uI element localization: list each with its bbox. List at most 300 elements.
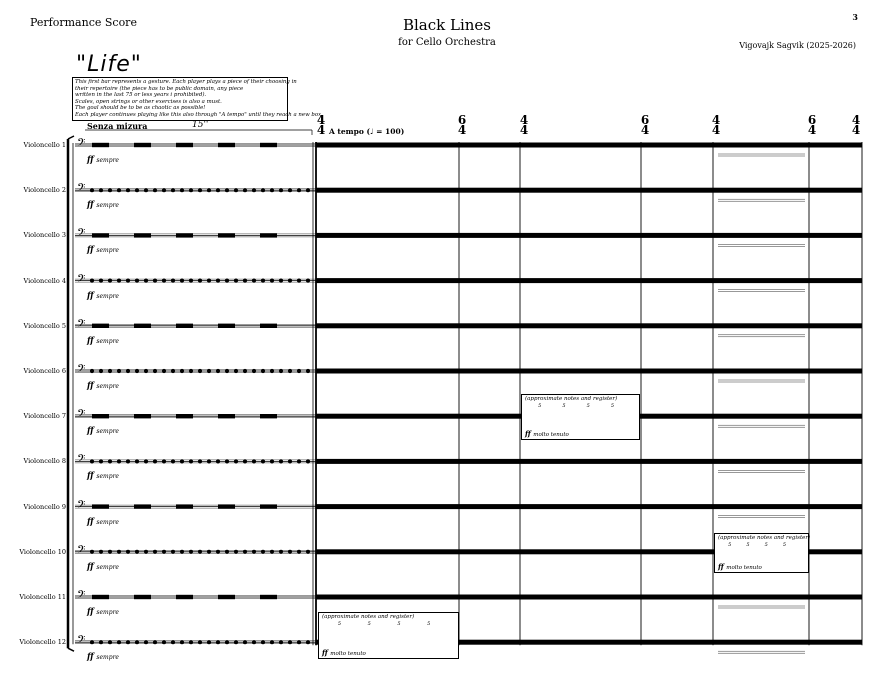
gesture-dot xyxy=(252,279,256,283)
bass-clef-icon: 𝄢 xyxy=(77,363,86,378)
dynamic-mark: ff xyxy=(87,289,97,300)
approx-box-title: (approximate notes and register) xyxy=(718,535,811,541)
gesture-dot xyxy=(270,369,274,373)
gesture-dot xyxy=(252,459,256,463)
instrument-label: Violoncello 4 xyxy=(23,276,66,285)
instrument-label: Violoncello 2 xyxy=(23,186,66,195)
gesture-dot xyxy=(252,188,256,192)
gesture-dot xyxy=(117,369,121,373)
piece-title: Black Lines xyxy=(402,16,491,34)
black-line xyxy=(316,188,862,193)
gesture-dash xyxy=(218,595,235,599)
time-signature-top: 4 xyxy=(851,113,861,127)
dynamic-marking xyxy=(87,470,119,480)
approx-box-dynamic xyxy=(525,429,569,438)
gesture-dash xyxy=(260,595,277,599)
gesture-dot xyxy=(243,369,247,373)
gesture-dot xyxy=(306,640,310,644)
gesture-dot xyxy=(189,369,193,373)
gesture-dot xyxy=(162,188,166,192)
instruction-line: written in the last 75 or less years i prohibited). xyxy=(75,92,207,99)
gesture-dot xyxy=(279,550,283,554)
gesture-dot xyxy=(252,369,256,373)
bass-clef-icon: 𝄢 xyxy=(77,317,86,333)
gesture-dash xyxy=(92,143,109,147)
bass-clef-icon: 𝄢 xyxy=(77,453,86,469)
gesture-dot xyxy=(162,369,166,373)
gesture-dot xyxy=(144,640,148,644)
time-signature-top: 4 xyxy=(519,113,529,127)
gesture-dot xyxy=(153,640,157,644)
dynamic-text: sempre xyxy=(96,563,119,571)
tuplet-number: 5 xyxy=(562,403,566,409)
time-signature xyxy=(709,115,723,135)
gesture-dot xyxy=(261,459,265,463)
gesture-dot xyxy=(207,279,211,283)
score-type-label: Performance Score xyxy=(30,16,137,29)
gesture-dot xyxy=(270,459,274,463)
dynamic-mark: ff xyxy=(322,648,331,657)
dynamic-text: sempre xyxy=(96,157,119,164)
gesture-dot xyxy=(99,279,103,283)
gesture-dot xyxy=(243,459,247,463)
time-signature xyxy=(805,115,819,135)
gesture-dot xyxy=(99,640,103,644)
gesture-dot xyxy=(144,459,148,463)
gesture-dot xyxy=(90,640,94,644)
bass-clef-icon: 𝄢 xyxy=(77,408,86,424)
bass-clef-icon: 𝄢 xyxy=(77,227,86,243)
gesture-dot xyxy=(99,550,103,554)
gesture-dot xyxy=(99,188,103,192)
time-signature-top: 4 xyxy=(316,113,326,127)
instruction-line: Each player continues playing like this also through "A tempo" until they reach a new box. xyxy=(75,111,323,118)
gesture-dot xyxy=(297,459,301,463)
time-signature-bottom: 4 xyxy=(807,123,817,137)
gesture-dot xyxy=(306,369,310,373)
black-line xyxy=(316,323,862,328)
bass-clef-icon: 𝄢 xyxy=(77,498,86,514)
dynamic-mark: ff xyxy=(87,560,97,571)
gesture-dot xyxy=(198,188,202,192)
gesture-dot xyxy=(279,369,283,373)
gesture-dot xyxy=(225,459,229,463)
instrument-label: Violoncello 10 xyxy=(19,547,66,556)
gesture-dash xyxy=(92,233,109,237)
instrument-label: Violoncello 11 xyxy=(19,593,66,601)
gesture-dot xyxy=(216,640,220,644)
approx-notes-box xyxy=(318,612,459,659)
gesture-dot xyxy=(288,640,292,644)
gesture-dot xyxy=(288,369,292,373)
dynamic-text: sempre xyxy=(96,609,119,616)
black-line xyxy=(316,143,862,148)
approx-notes-box xyxy=(714,533,809,573)
gesture-dot xyxy=(207,550,211,554)
instruction-line: Scales, open strings or other exercises is also a must. xyxy=(75,98,222,105)
gesture-dot xyxy=(297,640,301,644)
dynamic-mark: ff xyxy=(87,425,97,436)
gesture-dot xyxy=(99,459,103,463)
gesture-dot xyxy=(171,640,175,644)
gesture-dot xyxy=(153,550,157,554)
gesture-dot xyxy=(252,550,256,554)
time-signature xyxy=(314,115,328,135)
gesture-dot xyxy=(126,640,130,644)
gesture-dash xyxy=(92,504,109,508)
dynamic-text: sempre xyxy=(96,383,119,390)
approx-box-dynamic xyxy=(718,562,762,571)
gesture-dash xyxy=(134,324,151,328)
gesture-dot xyxy=(306,459,310,463)
dynamic-mark: ff xyxy=(718,562,727,571)
dynamic-mark: ff xyxy=(87,244,97,255)
gesture-dot xyxy=(288,188,292,192)
gesture-dot xyxy=(261,279,265,283)
gesture-dot xyxy=(171,279,175,283)
gesture-dot xyxy=(153,459,157,463)
gesture-dot xyxy=(225,279,229,283)
gesture-dot xyxy=(117,640,121,644)
gesture-dot xyxy=(198,459,202,463)
bass-clef-icon: 𝄢 xyxy=(77,589,86,604)
gesture-dot xyxy=(162,459,166,463)
gesture-dot xyxy=(270,640,274,644)
gesture-dash xyxy=(134,233,151,237)
gesture-dot xyxy=(234,369,238,373)
gesture-dot xyxy=(288,459,292,463)
page-number: 3 xyxy=(852,12,858,22)
gesture-dot xyxy=(144,550,148,554)
gesture-dash xyxy=(176,504,193,508)
gesture-dot xyxy=(189,188,193,192)
dynamic-mark: ff xyxy=(87,651,97,662)
dynamic-text: molto tenuto xyxy=(330,651,366,657)
gesture-dot xyxy=(90,459,94,463)
instrument-label: Violoncello 3 xyxy=(23,231,66,240)
gesture-dot xyxy=(261,640,265,644)
dynamic-mark: ff xyxy=(87,154,97,164)
gesture-dot xyxy=(234,640,238,644)
gesture-dot xyxy=(234,550,238,554)
gesture-dash xyxy=(134,143,151,147)
gesture-dot xyxy=(180,550,184,554)
dynamic-marking xyxy=(87,199,119,209)
gesture-dot xyxy=(90,550,94,554)
tuplet-number: 5 xyxy=(427,621,431,627)
instrument-label: Violoncello 5 xyxy=(23,321,66,330)
piece-subtitle: for Cello Orchestra xyxy=(398,37,496,48)
gesture-dot xyxy=(297,550,301,554)
gesture-dot xyxy=(135,188,139,192)
dynamic-marking xyxy=(87,154,119,164)
gesture-dash xyxy=(218,504,235,508)
time-signature xyxy=(638,115,652,135)
gesture-dot xyxy=(243,550,247,554)
gesture-dot xyxy=(297,279,301,283)
gesture-dot xyxy=(270,279,274,283)
gesture-dot xyxy=(126,369,130,373)
gesture-dot xyxy=(144,279,148,283)
dynamic-text: sempre xyxy=(96,247,119,255)
time-signature-top: 6 xyxy=(457,113,467,127)
instruction-line: The goal should be to be as chaotic as possible! xyxy=(75,105,206,112)
dynamic-text: sempre xyxy=(96,654,119,662)
gesture-dot xyxy=(135,459,139,463)
dynamic-mark: ff xyxy=(87,515,97,526)
gesture-dot xyxy=(171,459,175,463)
gesture-dash xyxy=(92,324,109,328)
gesture-dot xyxy=(153,369,157,373)
bass-clef-icon: 𝄢 xyxy=(77,182,86,198)
gesture-dot xyxy=(90,279,94,283)
tempo-marking: A tempo (♩ = 100) xyxy=(329,127,405,136)
gesture-dot xyxy=(117,459,121,463)
gesture-dash xyxy=(176,595,193,599)
gesture-dot xyxy=(108,459,112,463)
dynamic-text: molto tenuto xyxy=(726,565,762,571)
gesture-dot xyxy=(153,188,157,192)
tuplet-number: 5 xyxy=(586,403,590,409)
gesture-dot xyxy=(207,188,211,192)
instrument-label: Violoncello 6 xyxy=(23,367,66,375)
gesture-dot xyxy=(180,640,184,644)
gesture-dot xyxy=(189,279,193,283)
gesture-dot xyxy=(225,188,229,192)
gesture-dash xyxy=(134,595,151,599)
time-signature-top: 6 xyxy=(807,113,817,127)
gesture-dot xyxy=(234,279,238,283)
dynamic-marking xyxy=(87,335,119,345)
gesture-dot xyxy=(162,640,166,644)
gesture-dot xyxy=(198,550,202,554)
gesture-dot xyxy=(252,640,256,644)
dynamic-marking xyxy=(87,244,119,254)
dynamic-text: sempre xyxy=(96,337,119,345)
gesture-dash xyxy=(260,143,277,147)
gesture-dash xyxy=(176,143,193,147)
gesture-dot xyxy=(171,369,175,373)
dynamic-text: sempre xyxy=(96,202,119,210)
time-signature-bottom: 4 xyxy=(457,123,467,137)
gesture-dash xyxy=(260,414,277,418)
gesture-dot xyxy=(90,188,94,192)
gesture-dash xyxy=(92,595,109,599)
gesture-dot xyxy=(189,459,193,463)
bass-clef-icon: 𝄢 xyxy=(77,272,86,288)
gesture-dot xyxy=(306,188,310,192)
dynamic-marking xyxy=(87,561,119,571)
gesture-dot xyxy=(198,279,202,283)
time-signature-bottom: 4 xyxy=(640,123,650,137)
gesture-dash xyxy=(134,504,151,508)
approx-box-title: (approximate notes and register) xyxy=(322,614,415,620)
instrument-label: Violoncello 12 xyxy=(19,638,66,647)
gesture-dash xyxy=(176,233,193,237)
gesture-dot xyxy=(108,640,112,644)
dynamic-text: sempre xyxy=(96,518,119,526)
gesture-dot xyxy=(144,188,148,192)
gesture-dot xyxy=(297,188,301,192)
gesture-dot xyxy=(198,369,202,373)
bass-clef-icon: 𝄢 xyxy=(77,634,86,650)
tuplet-number: 5 xyxy=(337,621,342,627)
gesture-dot xyxy=(189,550,193,554)
time-signature-top: 6 xyxy=(640,113,650,127)
dynamic-text: sempre xyxy=(96,292,119,300)
gesture-dash xyxy=(218,414,235,418)
gesture-dot xyxy=(288,279,292,283)
instrument-label: Violoncello 7 xyxy=(23,412,66,421)
instrument-label: Violoncello 1 xyxy=(23,141,66,149)
gesture-dot xyxy=(207,369,211,373)
gesture-dot xyxy=(180,188,184,192)
tuplet-number: 5 xyxy=(610,403,615,409)
composer: Vigovajk Sagvik (2025-2026) xyxy=(739,41,856,50)
instrument-label: Violoncello 8 xyxy=(23,457,66,466)
gesture-dot xyxy=(207,640,211,644)
gesture-dot xyxy=(135,550,139,554)
gesture-dot xyxy=(189,640,193,644)
gesture-dot xyxy=(261,188,265,192)
time-signature xyxy=(849,115,863,135)
gesture-dot xyxy=(171,550,175,554)
black-line xyxy=(316,278,862,283)
dynamic-mark: ff xyxy=(87,334,97,345)
time-signature xyxy=(517,115,531,135)
tuplet-number: 5 xyxy=(397,621,401,627)
gesture-dot xyxy=(225,550,229,554)
dynamic-mark: ff xyxy=(87,199,97,210)
gesture-dot xyxy=(306,550,310,554)
gesture-dash xyxy=(260,324,277,328)
gesture-dot xyxy=(99,369,103,373)
black-line xyxy=(316,504,862,509)
gesture-dot xyxy=(126,279,130,283)
gesture-dash xyxy=(218,324,235,328)
dynamic-text: molto tenuto xyxy=(533,432,569,438)
gesture-dot xyxy=(135,369,139,373)
dynamic-mark: ff xyxy=(87,380,97,390)
gesture-dot xyxy=(216,188,220,192)
gesture-dot xyxy=(279,279,283,283)
approx-notes-box xyxy=(521,394,640,440)
bass-clef-icon: 𝄢 xyxy=(77,137,86,152)
gesture-dot xyxy=(216,550,220,554)
gesture-dash xyxy=(218,233,235,237)
time-signature xyxy=(455,115,469,135)
bass-clef-icon: 𝄢 xyxy=(77,543,86,559)
dynamic-marking xyxy=(87,516,119,526)
tuplet-number: 5 xyxy=(764,542,768,548)
gesture-dot xyxy=(270,550,274,554)
gesture-dash xyxy=(260,233,277,237)
gesture-dot xyxy=(162,279,166,283)
gesture-dash xyxy=(176,414,193,418)
gesture-dot xyxy=(288,550,292,554)
gesture-dot xyxy=(234,459,238,463)
gesture-dot xyxy=(180,459,184,463)
time-signature-top: 4 xyxy=(711,113,721,127)
gesture-dot xyxy=(117,550,121,554)
dynamic-mark: ff xyxy=(87,470,97,481)
gesture-dot xyxy=(171,188,175,192)
gesture-dot xyxy=(243,188,247,192)
dynamic-mark: ff xyxy=(525,429,534,438)
dynamic-text: sempre xyxy=(96,428,119,436)
instruction-line: This first bar represents a gesture. Each player plays a piece of their choosing in xyxy=(75,79,297,85)
gesture-dot xyxy=(117,188,121,192)
tuplet-number: 5 xyxy=(782,542,787,548)
time-signature-bottom: 4 xyxy=(711,123,721,137)
gesture-dot xyxy=(279,459,283,463)
tuplet-number: 5 xyxy=(746,542,750,548)
dynamic-text: sempre xyxy=(96,473,119,481)
gesture-dash xyxy=(176,324,193,328)
gesture-dot xyxy=(297,369,301,373)
gesture-dot xyxy=(126,459,130,463)
gesture-dot xyxy=(198,640,202,644)
gesture-dot xyxy=(135,640,139,644)
gesture-dot xyxy=(216,369,220,373)
tuplet-number: 5 xyxy=(728,542,732,548)
gesture-dot xyxy=(108,369,112,373)
time-signature-bottom: 4 xyxy=(316,123,326,137)
black-line xyxy=(316,369,862,374)
gesture-dot xyxy=(180,279,184,283)
black-line xyxy=(316,233,862,238)
gesture-dot xyxy=(225,369,229,373)
gesture-dot xyxy=(279,640,283,644)
gesture-dot xyxy=(126,550,130,554)
dynamic-mark: ff xyxy=(87,606,97,616)
tuplet-number: 5 xyxy=(538,403,542,409)
dynamic-marking xyxy=(87,380,119,390)
gesture-dot xyxy=(243,279,247,283)
gesture-dot xyxy=(135,279,139,283)
gesture-dot xyxy=(216,279,220,283)
bracket-bottom-hook xyxy=(68,648,74,651)
instruction-line: their repertoire (the piece has to be public domain, any piece xyxy=(75,85,244,92)
gesture-dot xyxy=(117,279,121,283)
dynamic-marking xyxy=(87,425,119,435)
black-line xyxy=(316,595,862,600)
gesture-dash xyxy=(260,504,277,508)
gesture-dot xyxy=(216,459,220,463)
black-line xyxy=(316,459,862,464)
time-signature-bottom: 4 xyxy=(519,123,529,137)
gesture-dot xyxy=(108,279,112,283)
time-signature-bottom: 4 xyxy=(851,123,861,137)
approx-box-dynamic xyxy=(322,648,366,657)
gesture-dot xyxy=(270,188,274,192)
instrument-label: Violoncello 9 xyxy=(23,502,66,511)
gesture-dot xyxy=(261,369,265,373)
approx-box-title: (approximate notes and register) xyxy=(525,396,618,402)
gesture-dot xyxy=(225,640,229,644)
gesture-dot xyxy=(108,188,112,192)
gesture-dot xyxy=(207,459,211,463)
duration-label: 15'' xyxy=(192,120,209,130)
section-title: "Life" xyxy=(76,52,142,77)
gesture-dash xyxy=(92,414,109,418)
tuplet-number: 5 xyxy=(367,621,371,627)
gesture-dot xyxy=(162,550,166,554)
gesture-dot xyxy=(180,369,184,373)
gesture-dot xyxy=(261,550,265,554)
gesture-dash xyxy=(134,414,151,418)
bracket-top-hook xyxy=(68,136,74,139)
